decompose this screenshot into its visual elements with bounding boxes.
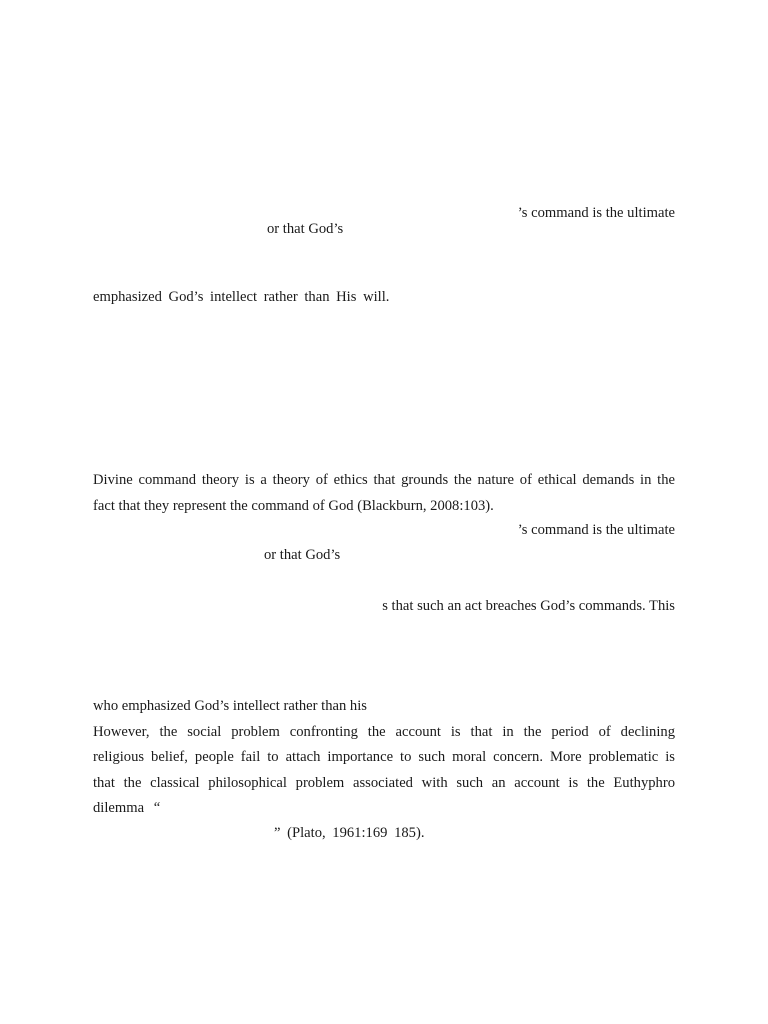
text-line: ’s command is the ultimate xyxy=(517,205,675,221)
text-line: fact that they represent the command of God (Blackburn, 2008:103). xyxy=(93,498,494,514)
text-line: Divine command theory is a theory of ethics that grounds the nature of ethical demands in the xyxy=(93,472,675,488)
text-line: religious belief, people fail to attach importance to such moral concern. More problematic is xyxy=(93,749,675,765)
text-line: ” (Plato, 1961:169 185). xyxy=(274,825,425,841)
text-line: or that God’s xyxy=(267,221,344,237)
text-line: ’s command is the ultimate xyxy=(517,522,675,538)
text-line: dilemma “ xyxy=(93,800,161,816)
text-line: or that God’s xyxy=(264,547,341,563)
text-line: However, the social problem confronting the account is that in the period of declining xyxy=(93,724,675,740)
text-line: that the classical philosophical problem associated with such an account is the Euthyphro xyxy=(93,775,675,791)
text-line: who emphasized God’s intellect rather than his xyxy=(93,698,367,714)
text-line: s that such an act breaches God’s commands. This xyxy=(382,598,675,614)
text-line: emphasized God’s intellect rather than His will. xyxy=(93,289,390,305)
